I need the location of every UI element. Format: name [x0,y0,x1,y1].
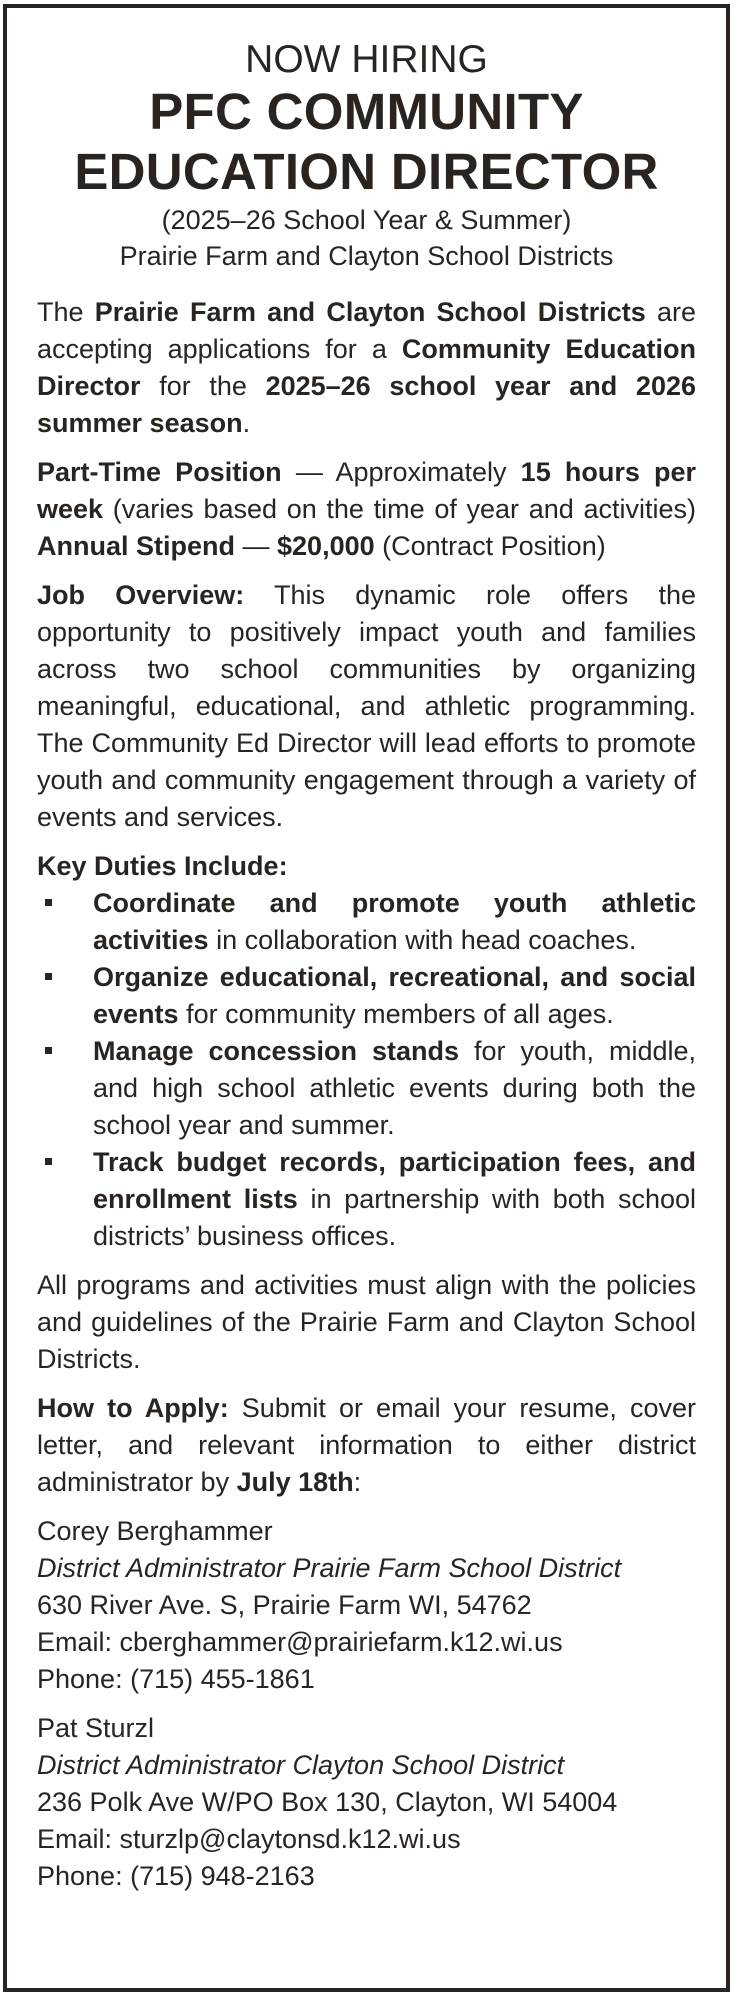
duty-item: Manage concession stands for youth, middle, and high school athletic events during both the school year and summer. [37,1033,696,1144]
duty-item: Coordinate and promote youth athletic activities in collaboration with head coaches. [37,885,696,959]
key-duties-heading: Key Duties Include: [37,851,288,881]
contact-address: 630 River Ave. S, Prairie Farm WI, 54762 [37,1590,532,1620]
contact-address: 236 Polk Ave W/PO Box 130, Clayton, WI 54004 [37,1787,618,1817]
job-overview-paragraph: Job Overview: This dynamic role offers the opportunity to positively impact youth and families across two school communities by organizing meaningful, educational, and athletic programming. The Community Ed Director will lead efforts to promote youth and community engagement through a variety of events and services. [37,580,696,832]
ad-content [7,8,726,1895]
contact-name: Corey Berghammer [37,1516,273,1546]
contact-phone: Phone: (715) 455-1861 [37,1664,315,1694]
how-to-apply-paragraph: How to Apply: Submit or email your resume, cover letter, and relevant information to either district administrator by July 18th: [37,1393,696,1497]
key-duties-list [37,885,696,1255]
contact-title: District Administrator Clayton School District [37,1750,565,1780]
job-title-line-2: EDUCATION DIRECTOR [74,143,659,200]
contact-block-prairie-farm [37,1513,696,1698]
contact-title: District Administrator Prairie Farm School District [37,1553,622,1583]
duty-item: Organize educational, recreational, and social events for community members of all ages. [37,959,696,1033]
policy-paragraph: All programs and activities must align with the policies and guidelines of the Prairie Farm and Clayton School Districts. [37,1270,696,1374]
contact-block-clayton [37,1710,696,1895]
districts-subtitle: Prairie Farm and Clayton School Districts [119,241,614,271]
ad-header [37,38,696,274]
square-bullet-icon [45,973,52,980]
square-bullet-icon [45,1158,52,1165]
duty-item: Track budget records, participation fees, and enrollment lists in partnership with both school districts’ business offices. [37,1144,696,1255]
contact-name: Pat Sturzl [37,1713,155,1743]
job-title-line-1: PFC COMMUNITY [149,83,584,140]
position-paragraph: Part-Time Position — Approximately 15 hours per week (varies based on the time of year and activities) Annual Stipend — $20,000 (Contract Position) [37,457,696,561]
contact-phone: Phone: (715) 948-2163 [37,1861,315,1891]
contact-email: Email: sturzlp@claytonsd.k12.wi.us [37,1824,461,1854]
school-year-subtitle: (2025–26 School Year & Summer) [161,205,572,235]
square-bullet-icon [45,1047,52,1054]
ad-frame [3,4,730,1992]
contact-email: Email: cberghammer@prairiefarm.k12.wi.us [37,1627,563,1657]
now-hiring-kicker: NOW HIRING [245,38,488,81]
square-bullet-icon [45,899,52,906]
intro-paragraph: The Prairie Farm and Clayton School Districts are accepting applications for a Community Education Director for the 2025–26 school year and 2026 summer season. [37,297,696,438]
